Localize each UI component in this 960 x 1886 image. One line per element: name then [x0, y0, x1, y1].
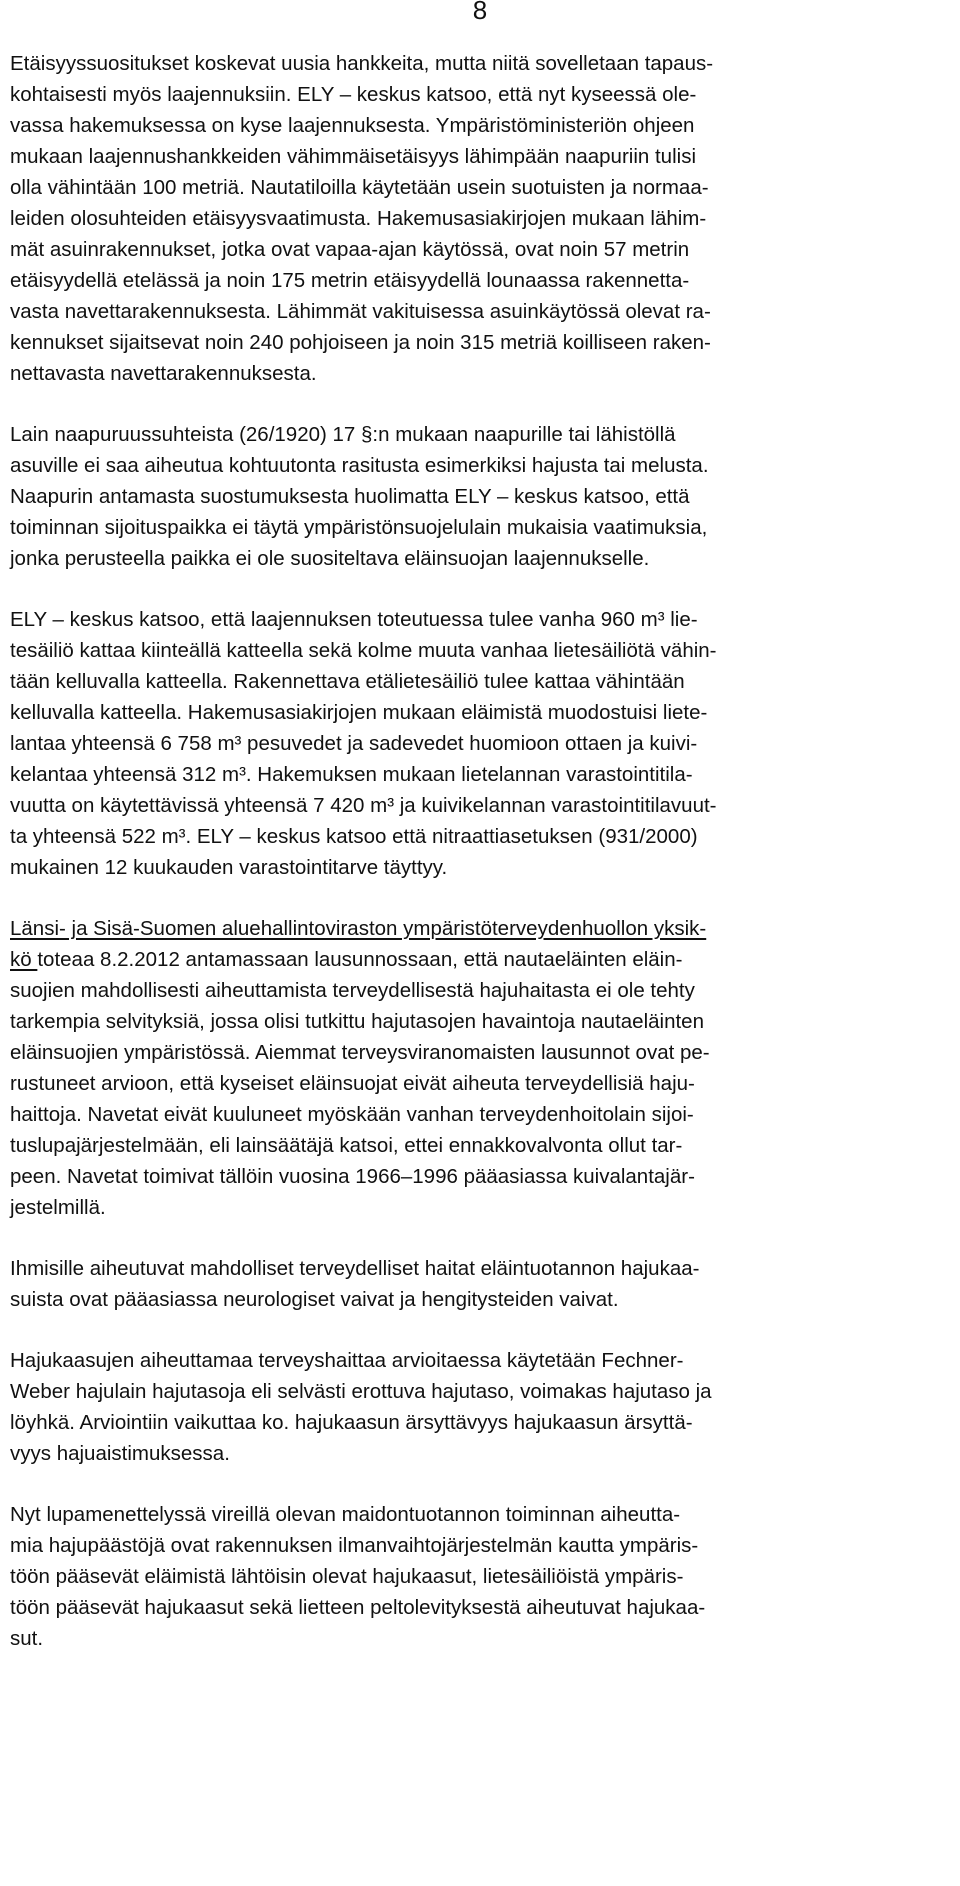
text-line: lantaa yhteensä 6 758 m³ pesuvedet ja sadevedet huomioon ottaen ja kuivi- [10, 732, 698, 755]
text-line: Weber hajulain hajutasoja eli selvästi erottuva hajutaso, voimakas hajutaso ja [10, 1380, 712, 1403]
text-line: asuville ei saa aiheutua kohtuutonta rasitusta esimerkiksi hajusta tai melusta. [10, 454, 709, 477]
text-line: suista ovat pääasiassa neurologiset vaivat ja hengitysteiden vaivat. [10, 1288, 619, 1311]
text-line: kelantaa yhteensä 312 m³. Hakemuksen mukaan lietelannan varastointitila- [10, 763, 693, 786]
text-segment: toteaa 8.2.2012 antamassaan lausunnossaan, että nautaeläinten eläin- [37, 948, 683, 971]
text-line: löyhkä. Arviointiin vaikuttaa ko. hajukaasun ärsyttävyys hajukaasun ärsyttä- [10, 1411, 693, 1434]
paragraph-slurry-storage [10, 604, 782, 883]
text-line: mukainen 12 kuukauden varastointitarve täyttyy. [10, 856, 448, 879]
text-line: jonka perusteella paikka ei ole suositeltava eläinsuojan laajennukselle. [10, 547, 650, 570]
text-line: eläinsuojien ympäristössä. Aiemmat terveysviranomaisten lausunnot ovat pe- [10, 1041, 710, 1064]
text-line: rustuneet arvioon, että kyseiset eläinsuojat eivät aiheuta terveydellisiä haju- [10, 1072, 695, 1095]
text-line: tään kelluvalla katteella. Rakennettava etälietesäiliö tulee kattaa vähintään [10, 670, 685, 693]
text-line: ta yhteensä 522 m³. ELY – keskus katsoo että nitraattiasetuksen (931/2000) [10, 825, 698, 848]
paragraph-odour-emissions [10, 1499, 782, 1654]
text-line: haittoja. Navetat eivät kuuluneet myöskään vanhan terveydenhoitolain sijoi- [10, 1103, 694, 1126]
text-line: tuslupajärjestelmään, eli lainsäätäjä katsoi, ettei ennakkovalvonta ollut tar- [10, 1134, 683, 1157]
text-line: kohtaisesti myös laajennuksiin. ELY – keskus katsoo, että nyt kyseessä ole- [10, 83, 697, 106]
paragraph-neighbour-law [10, 419, 782, 574]
text-line: kelluvalla katteella. Hakemusasiakirjojen mukaan eläimistä muodostuisi liete- [10, 701, 708, 724]
text-line: vasta navettarakennuksesta. Lähimmät vakituisessa asuinkäytössä olevat ra- [10, 300, 711, 323]
text-line: Etäisyyssuositukset koskevat uusia hankkeita, mutta niitä sovelletaan tapaus- [10, 52, 714, 75]
text-line: leiden olosuhteiden etäisyysvaatimusta. Hakemusasiakirjojen mukaan lähim- [10, 207, 707, 230]
text-line: ELY – keskus katsoo, että laajennuksen toteutuessa tulee vanha 960 m³ lie- [10, 608, 698, 631]
text-line: jestelmillä. [10, 1196, 106, 1219]
text-line: Nyt lupamenettelyssä vireillä olevan maidontuotannon toiminnan aiheutta- [10, 1503, 681, 1526]
text-line [10, 913, 782, 944]
text-line: nettavasta navettarakennuksesta. [10, 362, 317, 385]
underlined-authority-name: Länsi- ja Sisä-Suomen aluehallintoviraston ympäristöterveydenhuollon yksik- [10, 917, 707, 940]
text-line: Lain naapuruussuhteista (26/1920) 17 §:n mukaan naapurille tai lähistöllä [10, 423, 676, 446]
paragraph-avi-statement [10, 913, 782, 1223]
text-line: Ihmisille aiheutuvat mahdolliset terveydelliset haitat eläintuotannon hajukaa- [10, 1257, 700, 1280]
paragraph-odour-assessment [10, 1345, 782, 1469]
text-line: vyys hajuaistimuksessa. [10, 1442, 230, 1465]
text-line: kennukset sijaitsevat noin 240 pohjoiseen ja noin 315 metriä koilliseen raken- [10, 331, 711, 354]
paragraph-health-effects [10, 1253, 782, 1315]
paragraph-distance-recommendations [10, 48, 782, 389]
text-line: toiminnan sijoituspaikka ei täytä ympäristönsuojelulain mukaisia vaatimuksia, [10, 516, 708, 539]
text-line: suojien mahdollisesti aiheuttamista terveydellisestä hajuhaitasta ei ole tehty [10, 979, 695, 1002]
text-line: peen. Navetat toimivat tällöin vuosina 1966–1996 pääasiassa kuivalantajär- [10, 1165, 695, 1188]
underlined-authority-name-end: kö [10, 948, 38, 971]
text-line: sut. [10, 1627, 44, 1650]
text-line [10, 944, 782, 975]
text-line: mia hajupäästöjä ovat rakennuksen ilmanvaihtojärjestelmän kautta ympäris- [10, 1534, 699, 1557]
text-line: töön pääsevät hajukaasut sekä lietteen peltolevityksestä aiheutuvat hajukaa- [10, 1596, 706, 1619]
text-line: vuutta on käytettävissä yhteensä 7 420 m³ ja kuivikelannan varastointitilavuut- [10, 794, 717, 817]
text-line: mukaan laajennushankkeiden vähimmäisetäisyys lähimpään naapuriin tulisi [10, 145, 696, 168]
text-line: vassa hakemuksessa on kyse laajennuksesta. Ympäristöministeriön ohjeen [10, 114, 695, 137]
page-number: 8 [472, 0, 488, 25]
text-line: tarkempia selvityksiä, jossa olisi tutkittu hajutasojen havaintoja nautaeläinten [10, 1010, 704, 1033]
text-line: tesäiliö kattaa kiinteällä katteella sekä kolme muuta vanhaa lietesäiliötä vähin- [10, 639, 717, 662]
text-line: töön pääsevät eläimistä lähtöisin olevat hajukaasut, lietesäiliöistä ympäris- [10, 1565, 684, 1588]
text-line: Hajukaasujen aiheuttamaa terveyshaittaa arvioitaessa käytetään Fechner- [10, 1349, 684, 1372]
text-line: etäisyydellä etelässä ja noin 175 metrin etäisyydellä lounaassa rakennetta- [10, 269, 690, 292]
text-line: Naapurin antamasta suostumuksesta huolimatta ELY – keskus katsoo, että [10, 485, 690, 508]
document-body [10, 48, 782, 1656]
text-line: mät asuinrakennukset, jotka ovat vapaa-ajan käytössä, ovat noin 57 metrin [10, 238, 690, 261]
text-line: olla vähintään 100 metriä. Nautatiloilla käytetään usein suotuisten ja normaa- [10, 176, 709, 199]
